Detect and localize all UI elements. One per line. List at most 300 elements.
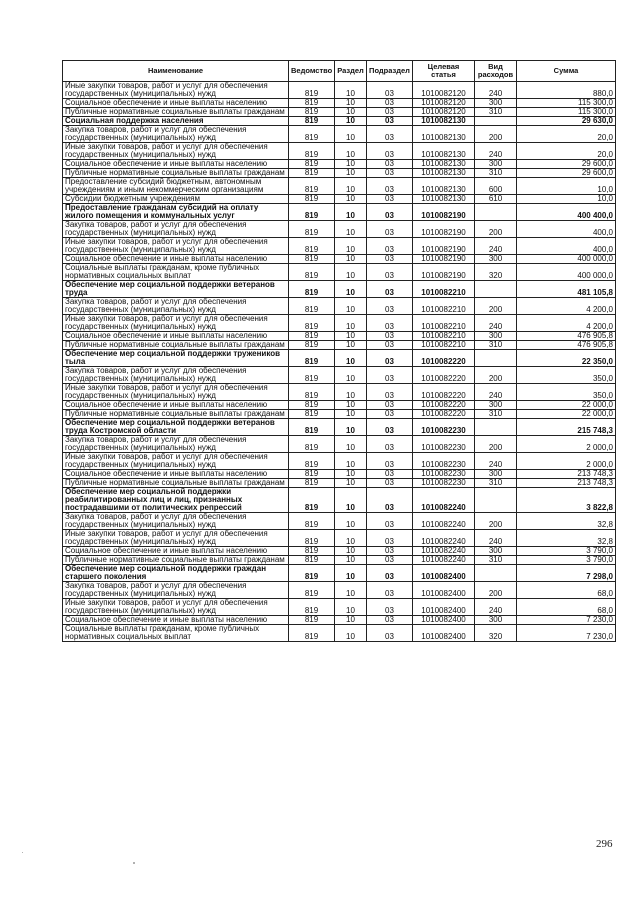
cell-name: Иные закупки товаров, работ и услуг для обеспечения государственных (муниципальных) нужд <box>63 82 289 99</box>
table-row <box>63 513 616 530</box>
cell-department: 819 <box>289 436 335 453</box>
cell-section: 10 <box>335 436 367 453</box>
cell-department: 819 <box>289 332 335 341</box>
cell-name: Публичные нормативные социальные выплаты гражданам <box>63 341 289 350</box>
scan-speck <box>133 862 135 864</box>
cell-subsection: 03 <box>367 565 413 582</box>
cell-section: 10 <box>335 204 367 221</box>
cell-name: Социальные выплаты гражданам, кроме публичных нормативных социальных выплат <box>63 625 289 642</box>
cell-department: 819 <box>289 160 335 169</box>
cell-amount: 115 300,0 <box>517 99 616 108</box>
cell-department: 819 <box>289 565 335 582</box>
cell-amount: 20,0 <box>517 126 616 143</box>
cell-subsection: 03 <box>367 582 413 599</box>
table-row <box>63 281 616 298</box>
cell-amount: 880,0 <box>517 82 616 99</box>
cell-expense-type: 240 <box>475 238 517 255</box>
cell-expense-type: 200 <box>475 221 517 238</box>
cell-department: 819 <box>289 599 335 616</box>
cell-department: 819 <box>289 126 335 143</box>
cell-expense-type: 310 <box>475 410 517 419</box>
cell-target-article: 1010082120 <box>413 108 475 117</box>
cell-name: Иные закупки товаров, работ и услуг для обеспечения государственных (муниципальных) нужд <box>63 599 289 616</box>
cell-subsection: 03 <box>367 99 413 108</box>
cell-target-article: 1010082240 <box>413 556 475 565</box>
table-row <box>63 453 616 470</box>
cell-department: 819 <box>289 99 335 108</box>
cell-expense-type: 200 <box>475 126 517 143</box>
cell-name: Социальное обеспечение и иные выплаты населению <box>63 99 289 108</box>
cell-expense-type <box>475 281 517 298</box>
cell-target-article: 1010082130 <box>413 143 475 160</box>
cell-section: 10 <box>335 479 367 488</box>
cell-department: 819 <box>289 281 335 298</box>
cell-name: Обеспечение мер социальной поддержки тружеников тыла <box>63 350 289 367</box>
cell-department: 819 <box>289 117 335 126</box>
cell-amount: 400 400,0 <box>517 204 616 221</box>
cell-department: 819 <box>289 513 335 530</box>
table-row <box>63 169 616 178</box>
cell-section: 10 <box>335 582 367 599</box>
cell-department: 819 <box>289 341 335 350</box>
header-target-article: Целевая статья <box>413 61 475 82</box>
cell-amount: 400,0 <box>517 221 616 238</box>
cell-section: 10 <box>335 488 367 513</box>
cell-amount: 29 600,0 <box>517 160 616 169</box>
cell-subsection: 03 <box>367 204 413 221</box>
cell-amount: 476 905,8 <box>517 341 616 350</box>
table-row <box>63 204 616 221</box>
cell-expense-type: 300 <box>475 401 517 410</box>
cell-section: 10 <box>335 410 367 419</box>
cell-amount: 10,0 <box>517 195 616 204</box>
cell-subsection: 03 <box>367 410 413 419</box>
cell-department: 819 <box>289 488 335 513</box>
cell-target-article: 1010082240 <box>413 488 475 513</box>
cell-department: 819 <box>289 298 335 315</box>
cell-target-article: 1010082190 <box>413 238 475 255</box>
cell-department: 819 <box>289 401 335 410</box>
cell-target-article: 1010082220 <box>413 401 475 410</box>
cell-name: Иные закупки товаров, работ и услуг для обеспечения государственных (муниципальных) нужд <box>63 143 289 160</box>
cell-section: 10 <box>335 419 367 436</box>
cell-section: 10 <box>335 547 367 556</box>
cell-department: 819 <box>289 556 335 565</box>
cell-amount: 22 350,0 <box>517 350 616 367</box>
cell-target-article: 1010082130 <box>413 160 475 169</box>
cell-target-article: 1010082130 <box>413 195 475 204</box>
cell-expense-type: 200 <box>475 298 517 315</box>
table-row <box>63 82 616 99</box>
budget-table <box>62 60 616 642</box>
table-row <box>63 479 616 488</box>
cell-amount: 3 822,8 <box>517 488 616 513</box>
cell-section: 10 <box>335 332 367 341</box>
cell-name: Социальное обеспечение и иные выплаты населению <box>63 255 289 264</box>
cell-subsection: 03 <box>367 530 413 547</box>
table-row <box>63 160 616 169</box>
cell-expense-type: 240 <box>475 599 517 616</box>
cell-name: Закупка товаров, работ и услуг для обеспечения государственных (муниципальных) нужд <box>63 436 289 453</box>
cell-amount: 350,0 <box>517 384 616 401</box>
table-row <box>63 384 616 401</box>
cell-section: 10 <box>335 238 367 255</box>
cell-expense-type <box>475 350 517 367</box>
cell-subsection: 03 <box>367 367 413 384</box>
cell-target-article: 1010082230 <box>413 419 475 436</box>
cell-section: 10 <box>335 255 367 264</box>
cell-subsection: 03 <box>367 169 413 178</box>
cell-section: 10 <box>335 108 367 117</box>
cell-department: 819 <box>289 367 335 384</box>
cell-expense-type: 310 <box>475 556 517 565</box>
cell-subsection: 03 <box>367 479 413 488</box>
cell-subsection: 03 <box>367 143 413 160</box>
cell-expense-type <box>475 419 517 436</box>
cell-section: 10 <box>335 281 367 298</box>
cell-department: 819 <box>289 470 335 479</box>
cell-target-article: 1010082120 <box>413 99 475 108</box>
cell-name: Публичные нормативные социальные выплаты гражданам <box>63 479 289 488</box>
cell-amount: 22 000,0 <box>517 401 616 410</box>
cell-expense-type: 310 <box>475 479 517 488</box>
cell-expense-type: 310 <box>475 169 517 178</box>
cell-name: Иные закупки товаров, работ и услуг для обеспечения государственных (муниципальных) нужд <box>63 453 289 470</box>
cell-expense-type: 300 <box>475 547 517 556</box>
cell-subsection: 03 <box>367 547 413 556</box>
cell-department: 819 <box>289 350 335 367</box>
cell-name: Обеспечение мер социальной поддержки ветеранов труда <box>63 281 289 298</box>
header-expense-type: Вид расходов <box>475 61 517 82</box>
cell-name: Публичные нормативные социальные выплаты гражданам <box>63 556 289 565</box>
cell-subsection: 03 <box>367 195 413 204</box>
cell-expense-type: 320 <box>475 625 517 642</box>
cell-subsection: 03 <box>367 419 413 436</box>
cell-name: Социальное обеспечение и иные выплаты населению <box>63 332 289 341</box>
cell-section: 10 <box>335 599 367 616</box>
cell-name: Социальное обеспечение и иные выплаты населению <box>63 401 289 410</box>
cell-expense-type: 300 <box>475 616 517 625</box>
cell-section: 10 <box>335 470 367 479</box>
cell-subsection: 03 <box>367 255 413 264</box>
cell-subsection: 03 <box>367 160 413 169</box>
cell-amount: 2 000,0 <box>517 453 616 470</box>
cell-section: 10 <box>335 384 367 401</box>
cell-expense-type: 240 <box>475 530 517 547</box>
cell-target-article: 1010082230 <box>413 470 475 479</box>
cell-section: 10 <box>335 143 367 160</box>
cell-subsection: 03 <box>367 178 413 195</box>
cell-amount: 10,0 <box>517 178 616 195</box>
header-name: Наименование <box>63 61 289 82</box>
table-row <box>63 547 616 556</box>
cell-expense-type: 300 <box>475 255 517 264</box>
cell-section: 10 <box>335 367 367 384</box>
table-row <box>63 599 616 616</box>
cell-name: Публичные нормативные социальные выплаты гражданам <box>63 169 289 178</box>
cell-expense-type <box>475 488 517 513</box>
cell-department: 819 <box>289 384 335 401</box>
cell-section: 10 <box>335 315 367 332</box>
cell-target-article: 1010082220 <box>413 384 475 401</box>
table-row <box>63 341 616 350</box>
cell-section: 10 <box>335 401 367 410</box>
cell-department: 819 <box>289 143 335 160</box>
cell-name: Закупка товаров, работ и услуг для обеспечения государственных (муниципальных) нужд <box>63 298 289 315</box>
table-row <box>63 315 616 332</box>
cell-expense-type: 310 <box>475 108 517 117</box>
cell-amount: 32,8 <box>517 530 616 547</box>
cell-section: 10 <box>335 453 367 470</box>
table-row <box>63 221 616 238</box>
cell-section: 10 <box>335 556 367 565</box>
cell-target-article: 1010082210 <box>413 315 475 332</box>
cell-subsection: 03 <box>367 350 413 367</box>
table-row <box>63 108 616 117</box>
table-row <box>63 582 616 599</box>
cell-amount: 4 200,0 <box>517 315 616 332</box>
cell-name: Обеспечение мер социальной поддержки граждан старшего поколения <box>63 565 289 582</box>
cell-name: Социальное обеспечение и иные выплаты населению <box>63 160 289 169</box>
cell-amount: 29 630,0 <box>517 117 616 126</box>
cell-amount: 20,0 <box>517 143 616 160</box>
cell-target-article: 1010082220 <box>413 350 475 367</box>
cell-expense-type: 300 <box>475 332 517 341</box>
table-row <box>63 565 616 582</box>
table-row <box>63 410 616 419</box>
cell-section: 10 <box>335 160 367 169</box>
cell-department: 819 <box>289 264 335 281</box>
cell-name: Закупка товаров, работ и услуг для обеспечения государственных (муниципальных) нужд <box>63 367 289 384</box>
cell-section: 10 <box>335 341 367 350</box>
table-row <box>63 332 616 341</box>
table-row <box>63 126 616 143</box>
cell-amount: 2 000,0 <box>517 436 616 453</box>
cell-subsection: 03 <box>367 221 413 238</box>
cell-department: 819 <box>289 204 335 221</box>
cell-subsection: 03 <box>367 401 413 410</box>
cell-section: 10 <box>335 221 367 238</box>
cell-expense-type: 320 <box>475 264 517 281</box>
cell-section: 10 <box>335 616 367 625</box>
cell-name: Социальные выплаты гражданам, кроме публичных нормативных социальных выплат <box>63 264 289 281</box>
cell-subsection: 03 <box>367 599 413 616</box>
cell-target-article: 1010082190 <box>413 221 475 238</box>
cell-expense-type: 200 <box>475 513 517 530</box>
cell-subsection: 03 <box>367 384 413 401</box>
cell-amount: 400 000,0 <box>517 264 616 281</box>
cell-amount: 22 000,0 <box>517 410 616 419</box>
cell-name: Иные закупки товаров, работ и услуг для обеспечения государственных (муниципальных) нужд <box>63 384 289 401</box>
cell-name: Закупка товаров, работ и услуг для обеспечения государственных (муниципальных) нужд <box>63 221 289 238</box>
cell-name: Иные закупки товаров, работ и услуг для обеспечения государственных (муниципальных) нужд <box>63 315 289 332</box>
cell-amount: 7 230,0 <box>517 616 616 625</box>
table-row <box>63 367 616 384</box>
cell-subsection: 03 <box>367 264 413 281</box>
table-body <box>63 82 616 642</box>
cell-amount: 481 105,8 <box>517 281 616 298</box>
cell-expense-type <box>475 117 517 126</box>
cell-target-article: 1010082230 <box>413 479 475 488</box>
cell-expense-type: 240 <box>475 384 517 401</box>
cell-section: 10 <box>335 99 367 108</box>
cell-target-article: 1010082130 <box>413 178 475 195</box>
cell-expense-type: 300 <box>475 99 517 108</box>
cell-section: 10 <box>335 169 367 178</box>
cell-department: 819 <box>289 479 335 488</box>
cell-expense-type: 200 <box>475 436 517 453</box>
cell-name: Обеспечение мер социальной поддержки реабилитированных лиц и лиц, признанных пострадавшими от политических репрессий <box>63 488 289 513</box>
cell-expense-type: 300 <box>475 160 517 169</box>
cell-amount: 68,0 <box>517 582 616 599</box>
cell-amount: 215 748,3 <box>517 419 616 436</box>
cell-expense-type <box>475 204 517 221</box>
cell-section: 10 <box>335 117 367 126</box>
cell-department: 819 <box>289 82 335 99</box>
table-row <box>63 436 616 453</box>
cell-subsection: 03 <box>367 453 413 470</box>
cell-section: 10 <box>335 350 367 367</box>
table-row <box>63 556 616 565</box>
cell-subsection: 03 <box>367 470 413 479</box>
cell-name: Предоставление субсидий бюджетным, автономным учреждениям и иным некоммерческим организациям <box>63 178 289 195</box>
table-row <box>63 401 616 410</box>
cell-amount: 7 230,0 <box>517 625 616 642</box>
table-row <box>63 178 616 195</box>
cell-subsection: 03 <box>367 126 413 143</box>
cell-department: 819 <box>289 108 335 117</box>
cell-section: 10 <box>335 82 367 99</box>
cell-subsection: 03 <box>367 625 413 642</box>
cell-department: 819 <box>289 315 335 332</box>
cell-target-article: 1010082220 <box>413 410 475 419</box>
cell-target-article: 1010082210 <box>413 298 475 315</box>
table-row <box>63 298 616 315</box>
cell-section: 10 <box>335 264 367 281</box>
header-department: Ведомство <box>289 61 335 82</box>
table-header-row <box>63 61 616 82</box>
cell-amount: 213 748,3 <box>517 470 616 479</box>
cell-target-article: 1010082210 <box>413 332 475 341</box>
cell-subsection: 03 <box>367 108 413 117</box>
table-row <box>63 264 616 281</box>
table-row <box>63 143 616 160</box>
cell-target-article: 1010082230 <box>413 436 475 453</box>
cell-department: 819 <box>289 453 335 470</box>
cell-subsection: 03 <box>367 315 413 332</box>
cell-target-article: 1010082230 <box>413 453 475 470</box>
cell-subsection: 03 <box>367 82 413 99</box>
cell-amount: 476 905,8 <box>517 332 616 341</box>
cell-department: 819 <box>289 582 335 599</box>
cell-expense-type: 240 <box>475 453 517 470</box>
cell-name: Социальное обеспечение и иные выплаты населению <box>63 616 289 625</box>
cell-target-article: 1010082400 <box>413 582 475 599</box>
cell-subsection: 03 <box>367 281 413 298</box>
cell-target-article: 1010082400 <box>413 599 475 616</box>
cell-department: 819 <box>289 547 335 556</box>
cell-expense-type: 310 <box>475 341 517 350</box>
cell-amount: 29 600,0 <box>517 169 616 178</box>
table-row <box>63 616 616 625</box>
cell-target-article: 1010082210 <box>413 341 475 350</box>
table-row <box>63 488 616 513</box>
cell-amount: 400 000,0 <box>517 255 616 264</box>
cell-expense-type: 200 <box>475 367 517 384</box>
table-row <box>63 238 616 255</box>
cell-amount: 68,0 <box>517 599 616 616</box>
table-row <box>63 625 616 642</box>
header-amount: Сумма <box>517 61 616 82</box>
cell-target-article: 1010082190 <box>413 204 475 221</box>
table-row <box>63 255 616 264</box>
cell-name: Обеспечение мер социальной поддержки ветеранов труда Костромской области <box>63 419 289 436</box>
cell-subsection: 03 <box>367 513 413 530</box>
cell-name: Предоставление гражданам субсидий на оплату жилого помещения и коммунальных услуг <box>63 204 289 221</box>
cell-section: 10 <box>335 530 367 547</box>
cell-expense-type: 240 <box>475 143 517 160</box>
cell-name: Публичные нормативные социальные выплаты гражданам <box>63 410 289 419</box>
cell-target-article: 1010082130 <box>413 117 475 126</box>
cell-target-article: 1010082210 <box>413 281 475 298</box>
cell-section: 10 <box>335 298 367 315</box>
cell-expense-type: 240 <box>475 315 517 332</box>
cell-subsection: 03 <box>367 436 413 453</box>
cell-amount: 4 200,0 <box>517 298 616 315</box>
cell-expense-type: 600 <box>475 178 517 195</box>
cell-department: 819 <box>289 419 335 436</box>
cell-target-article: 1010082400 <box>413 616 475 625</box>
cell-name: Иные закупки товаров, работ и услуг для обеспечения государственных (муниципальных) нужд <box>63 238 289 255</box>
cell-target-article: 1010082220 <box>413 367 475 384</box>
cell-subsection: 03 <box>367 616 413 625</box>
cell-target-article: 1010082400 <box>413 565 475 582</box>
header-section: Раздел <box>335 61 367 82</box>
cell-target-article: 1010082130 <box>413 169 475 178</box>
cell-amount: 3 790,0 <box>517 556 616 565</box>
cell-expense-type: 200 <box>475 582 517 599</box>
cell-target-article: 1010082400 <box>413 625 475 642</box>
cell-expense-type <box>475 565 517 582</box>
cell-section: 10 <box>335 565 367 582</box>
cell-expense-type: 300 <box>475 470 517 479</box>
cell-department: 819 <box>289 178 335 195</box>
cell-department: 819 <box>289 221 335 238</box>
cell-target-article: 1010082240 <box>413 547 475 556</box>
table-row <box>63 470 616 479</box>
cell-amount: 32,8 <box>517 513 616 530</box>
cell-target-article: 1010082190 <box>413 255 475 264</box>
cell-section: 10 <box>335 126 367 143</box>
cell-target-article: 1010082240 <box>413 513 475 530</box>
table-row <box>63 530 616 547</box>
cell-name: Публичные нормативные социальные выплаты гражданам <box>63 108 289 117</box>
cell-subsection: 03 <box>367 556 413 565</box>
cell-amount: 115 300,0 <box>517 108 616 117</box>
cell-amount: 400,0 <box>517 238 616 255</box>
cell-section: 10 <box>335 178 367 195</box>
cell-name: Закупка товаров, работ и услуг для обеспечения государственных (муниципальных) нужд <box>63 513 289 530</box>
cell-target-article: 1010082240 <box>413 530 475 547</box>
table-row <box>63 117 616 126</box>
cell-subsection: 03 <box>367 341 413 350</box>
table-row <box>63 99 616 108</box>
scan-speck <box>22 852 23 853</box>
cell-target-article: 1010082130 <box>413 126 475 143</box>
cell-department: 819 <box>289 195 335 204</box>
cell-subsection: 03 <box>367 332 413 341</box>
cell-department: 819 <box>289 255 335 264</box>
